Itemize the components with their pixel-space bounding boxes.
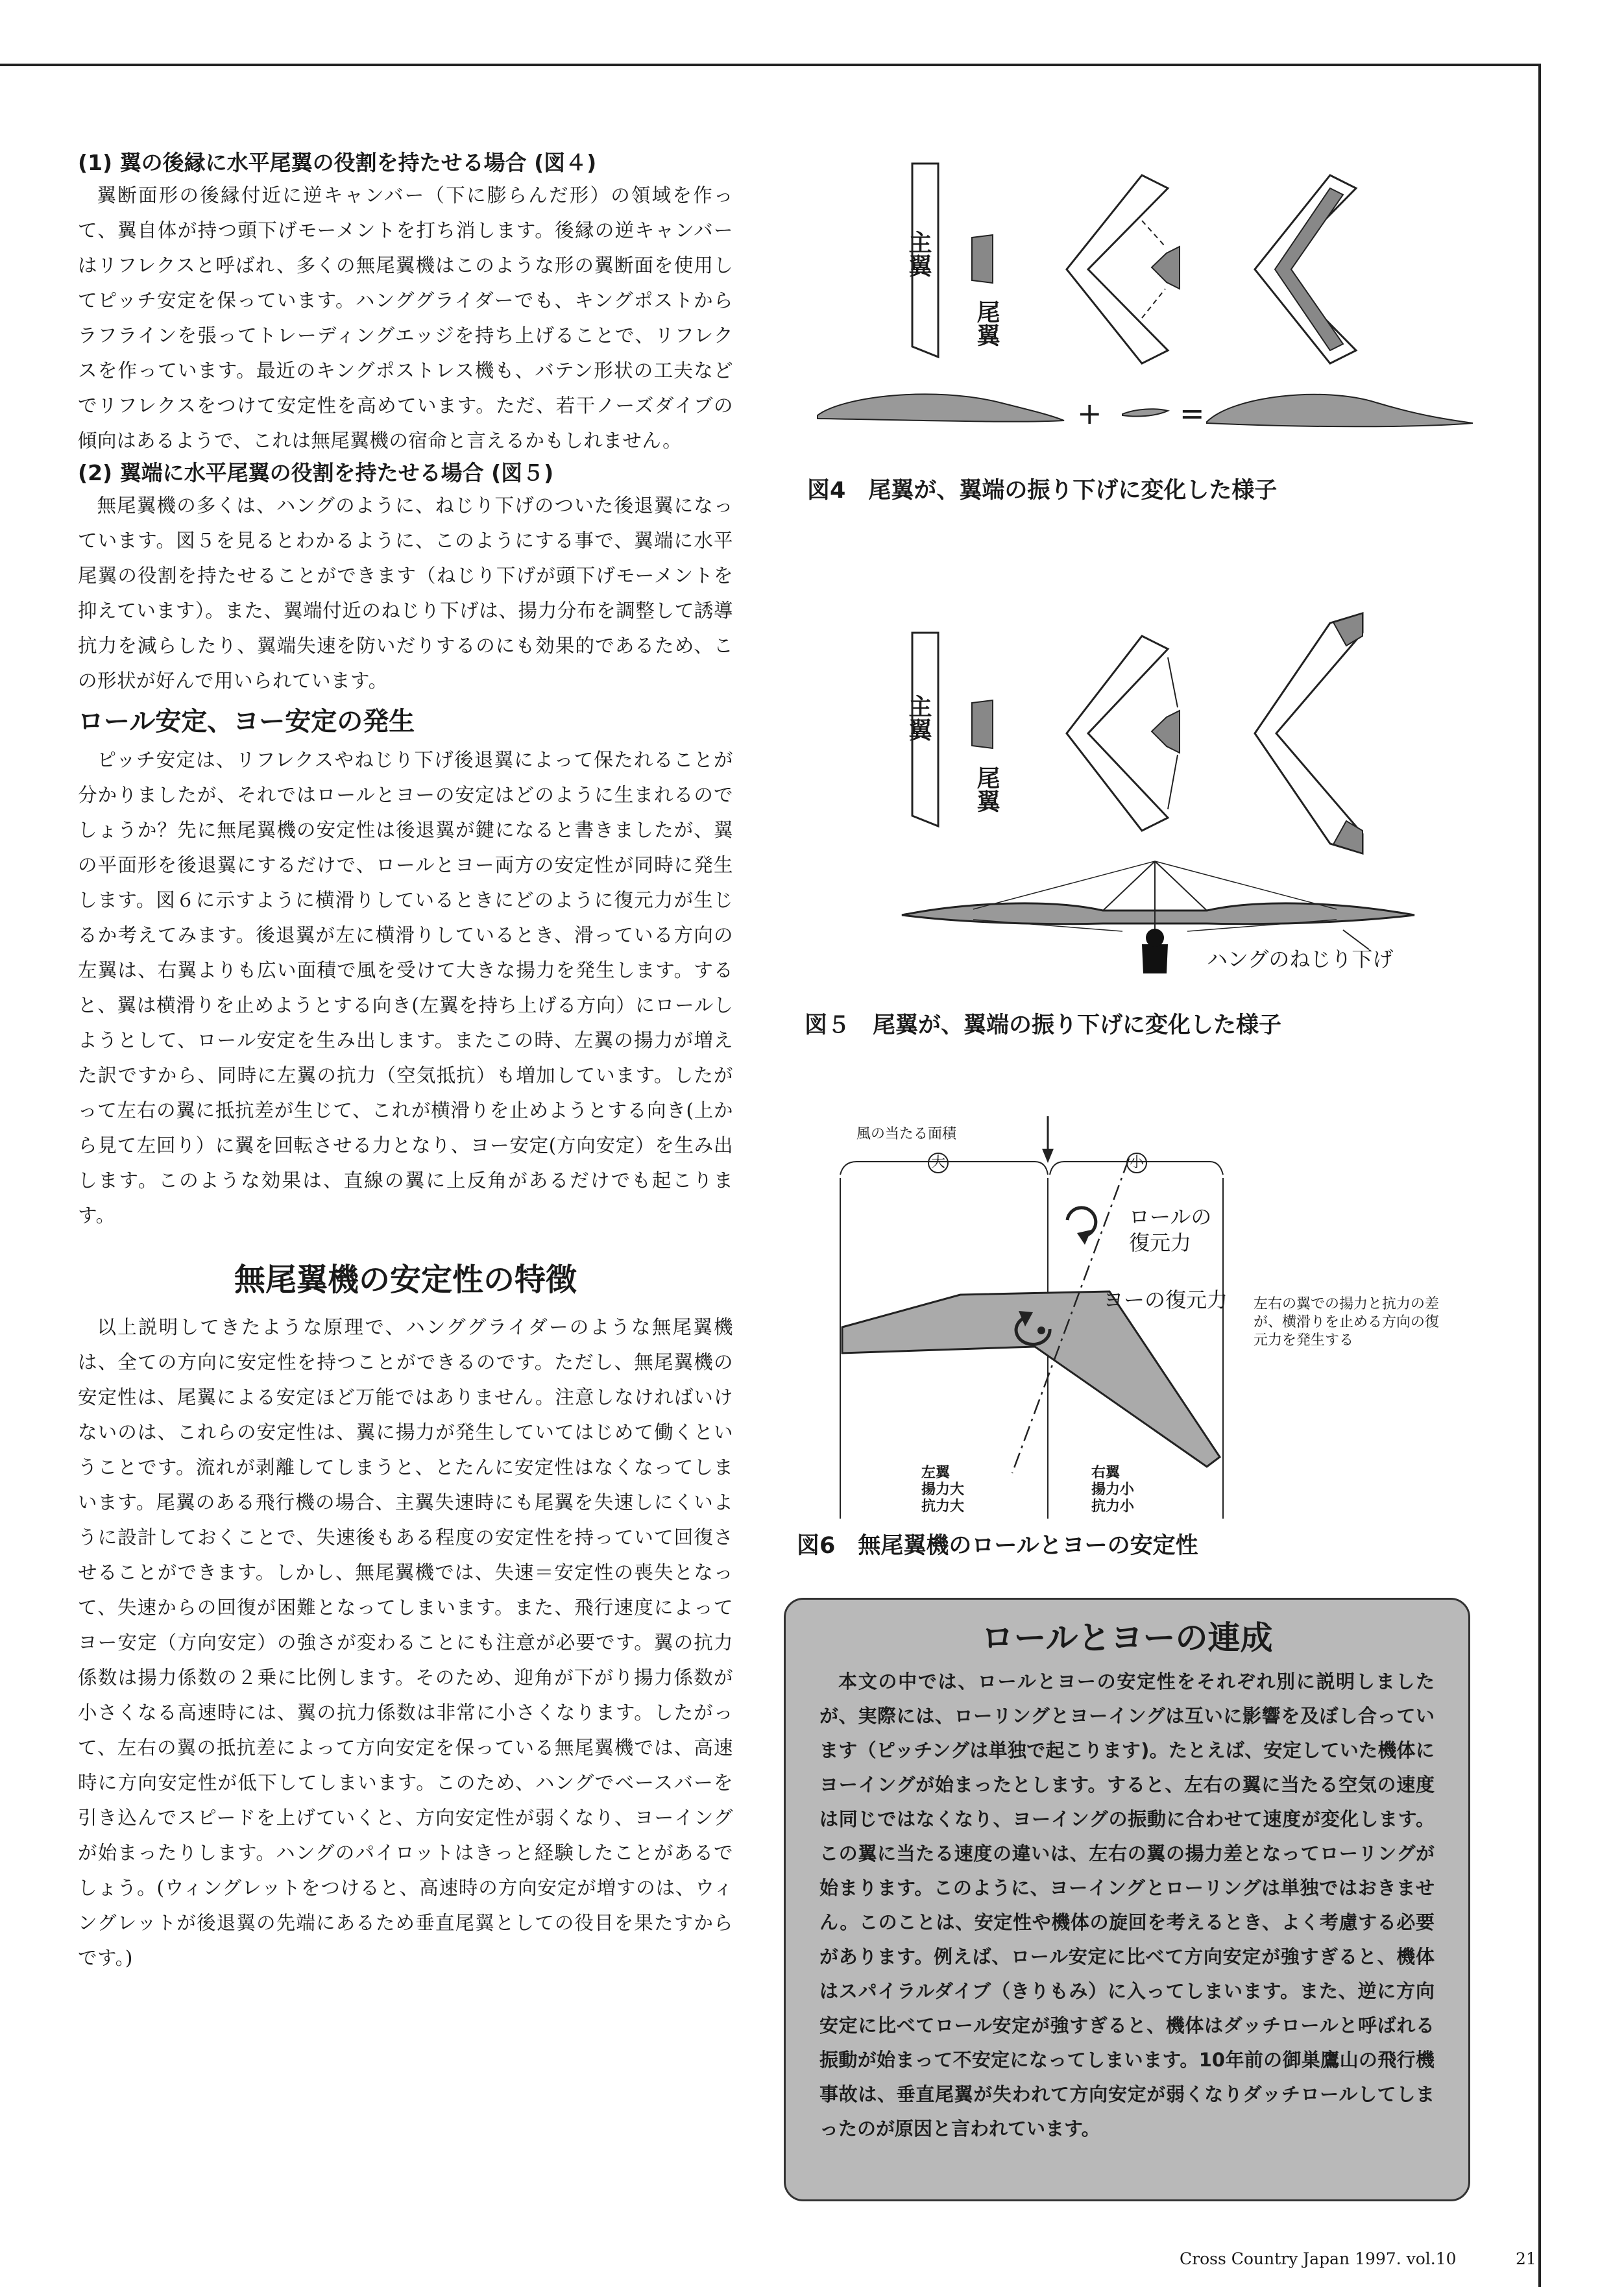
figure-4-diagram — [805, 156, 1492, 461]
figure-5 — [805, 607, 1492, 983]
figure-6-right-wing-label: 右翼 — [1091, 1465, 1121, 1481]
section-2-text: 無尾翼機の多くは、ハングのように、ねじり下げのついた後退翼になっています。図５を見るとわかるように、このようにする事で、翼端に水平尾翼の役割を持たせることができます（ねじり下げが頭下げモーメントを抑えています）。また、翼端付近のねじり下げは、揚力分布を調整して誘導抗力を減らしたり、翼端失速を防いだりするのにも効果的であるため、この形状が好んで用いられています。 — [78, 495, 733, 692]
article-left-column — [78, 148, 733, 1975]
figure-6-right-drag-label: 抗力小 — [1091, 1498, 1135, 1515]
features-text: 以上説明してきたような原理で、ハンググライダーのような無尾翼機は、全ての方向に安定性を持つことができるのです。ただし、無尾翼機の安定性は、尾翼による安定ほど万能ではありません。注意しなければいけないのは、これらの安定性は、翼に揚力が発生していてはじめて働くということです。流れが剥離してしまうと、とたんに安定性はなくなってしまいます。尾翼のある飛行機の場合、主翼失速時にも尾翼を失速しにくいように設計しておくことで、失速後もある程度の安定性を持っていて回復させることができます。しかし、無尾翼機では、失速＝安定性の喪失となって、失速からの回復が困難となってしまいます。また、飛行速度によってヨー安定（方向安定）の強さが変わることにも注意が必要です。翼の抗力係数は揚力係数の２乗に比例します。そのため、迎角が下がり揚力係数が小さくなる高速時には、翼の抗力係数は非常に小さくなります。したがって、左右の翼の抵抗差によって方向安定を保っている無尾翼機では、高速時に方向安定性が低下してしまいます。このため、ハングでベースバーを引き込んでスピードを上げていくと、方向安定性が弱くなり、ヨーイングが始まったりします。ハングのパイロットはきっと経験したことがあるでしょう。(ウィングレットをつけると、高速時の方向安定が増すのは、ウィングレットが後退翼の先端にあるため垂直尾翼としての役目を果たすからです。) — [78, 1316, 733, 1969]
figure-5-main-wing-label: 主翼 — [905, 694, 932, 741]
figure-6-roll-restore-label-2: 復元力 — [1129, 1230, 1192, 1255]
section-1-heading: (1) 翼の後縁に水平尾翼の役割を持たせる場合 (図４) — [78, 150, 597, 175]
roll-yaw-coupling-title: ロールとヨーの連成 — [981, 1619, 1273, 1657]
figure-4-main-wing-label: 主翼 — [905, 230, 932, 277]
figure-6 — [805, 1103, 1518, 1525]
figure-4-equals-sign: = — [1180, 396, 1205, 431]
figure-6-left-drag-label: 抗力大 — [921, 1498, 965, 1515]
figure-6-caption: 図6 無尾翼機のロールとヨーの安定性 — [797, 1533, 1198, 1559]
right-rule — [1538, 64, 1541, 2287]
figure-6-right-lift-label: 揚力小 — [1091, 1482, 1135, 1498]
figure-6-left-wing-label: 左翼 — [921, 1465, 951, 1481]
figure-6-yaw-restore-label: ヨーの復元力 — [1103, 1288, 1228, 1312]
figure-4-tail-label: 尾翼 — [973, 300, 1000, 347]
magazine-footer: Cross Country Japan 1997. vol.10 — [1180, 2249, 1457, 2268]
figure-6-small-marker: 小 — [1126, 1153, 1147, 1173]
figure-6-note-line-1: 左右の翼での揚力と抗力の差 — [1254, 1296, 1440, 1312]
figure-4 — [805, 156, 1492, 461]
figure-6-note-line-2: が、横滑りを止める方向の復 — [1254, 1314, 1440, 1330]
figure-6-large-marker: 大 — [928, 1153, 949, 1173]
top-rule — [0, 64, 1541, 66]
figure-6-roll-restore-label-1: ロールの — [1129, 1205, 1212, 1229]
roll-yaw-coupling-text: 本文の中では、ロールとヨーの安定性をそれぞれ別に説明しましたが、実際には、ローリングとヨーイングは互いに影響を及ぼし合っています（ピッチングは単独で起こります)。たとえば、安定していた機体にヨーイングが始まったとします。すると、左右の翼に当たる空気の速度は同じではなくなり、ヨーイングの振動に合わせて速度が変化します。この翼に当たる速度の違いは、左右の翼の揚力差となってローリングが始まります。このように、ヨーイングとローリングは単独ではおきません。このことは、安定性や機体の旋回を考えるとき、よく考慮する必要があります。例えば、ロール安定に比べて方向安定が強すぎると、機体はスパイラルダイブ（きりもみ）に入ってしまいます。また、逆に方向安定に比べてロール安定が強すぎると、機体はダッチロールと呼ばれる振動が始まって不安定になってしまいます。10年前の御巣鷹山の飛行機事故は、垂直尾翼が失われて方向安定が弱くなりダッチロールしてしまったのが原因と言われています。 — [819, 1670, 1435, 2140]
figure-5-twist-label: ハングのねじり下げ — [1207, 947, 1394, 972]
section-2-heading: (2) 翼端に水平尾翼の役割を持たせる場合 (図５) — [78, 460, 554, 485]
figure-5-tail-label: 尾翼 — [973, 766, 1000, 813]
section-1-text: 翼断面形の後縁付近に逆キャンバー（下に膨らんだ形）の領域を作って、翼自体が持つ頭下げモーメントを打ち消します。後縁の逆キャンバーはリフレクスと呼ばれ、多くの無尾翼機はこのような形の翼断面を使用してピッチ安定を保っています。ハンググライダーでも、キングポストからラフラインを張ってトレーディングエッジを持ち上げることで、リフレクスを作っています。最近のキングポストレス機も、バテン形状の工夫などでリフレクスをつけて安定性を高めています。ただ、若干ノーズダイブの傾向はあるようで、これは無尾翼機の宿命と言えるかもしれません。 — [78, 184, 733, 452]
figure-6-wind-area-label: 風の当たる面積 — [856, 1126, 957, 1142]
roll-yaw-text: ピッチ安定は、リフレクスやねじり下げ後退翼によって保たれることが分かりましたが、それではロールとヨーの安定はどのように生まれるのでしょうか？先に無尾翼機の安定性は後退翼が鍵になると書きましたが、翼の平面形を後退翼にするだけで、ロールとヨー両方の安定性が同時に発生します。図６に示すように横滑りしているときにどのように復元力が生じるか考えてみます。後退翼が左に横滑りしているとき、滑っている方向の左翼は、右翼よりも広い面積で風を受けて大きな揚力を発生します。すると、翼は横滑りを止めようとする向き(左翼を持ち上げる方向）にロールしようとして、ロール安定を生み出します。またこの時、左翼の揚力が増えた訳ですから、同時に左翼の抗力（空気抵抗）も増加しています。したがって左右の翼に抵抗差が生じて、これが横滑りを止めようとする向き(上から見て左回り）に翼を回転させる力となり、ヨー安定(方向安定）を生み出します。このような効果は、直線の翼に上反角があるだけでも起こります。 — [78, 749, 733, 1227]
roll-yaw-heading: ロール安定、ヨー安定の発生 — [78, 707, 415, 737]
figure-4-caption: 図4 尾翼が、翼端の振り下げに変化した様子 — [807, 478, 1278, 504]
figure-6-left-lift-label: 揚力大 — [921, 1482, 965, 1498]
figure-4-plus-sign: + — [1077, 396, 1102, 431]
figure-6-note-line-3: 元力を発生する — [1254, 1332, 1354, 1349]
figure-5-caption: 図５ 尾翼が、翼端の振り下げに変化した様子 — [805, 1012, 1282, 1038]
page-number: 21 — [1516, 2249, 1536, 2268]
roll-yaw-coupling-box — [784, 1598, 1470, 2201]
figure-5-diagram — [805, 607, 1492, 983]
features-heading: 無尾翼機の安定性の特徴 — [234, 1262, 577, 1298]
